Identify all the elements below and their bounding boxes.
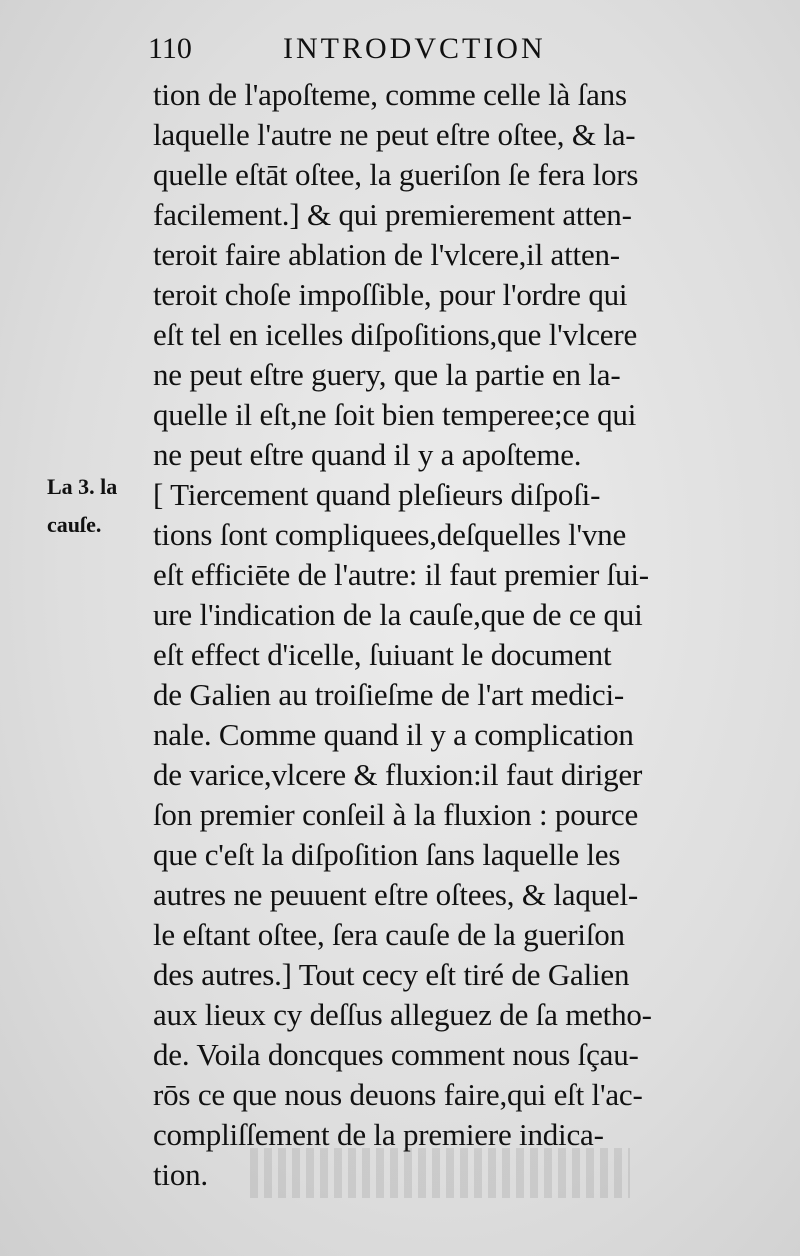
body-text [153, 75, 713, 1195]
page-number: 110 [148, 32, 192, 65]
text-line: facilement.] & qui premierement atten- [153, 197, 632, 232]
text-line: nale. Comme quand il y a complication [153, 717, 634, 752]
text-line: le eſtant oſtee, ſera cauſe de la gueriſon [153, 917, 625, 952]
running-title: INTRODVCTION [283, 32, 546, 65]
text-line: ſon premier conſeil à la fluxion : pource [153, 797, 639, 832]
running-head [0, 32, 800, 72]
text-line: de Galien au troiſieſme de l'art medici- [153, 677, 625, 712]
margin-note-line: cauſe. [47, 512, 102, 537]
margin-note-line: La 3. la [47, 474, 118, 499]
text-line: tion de l'apoſteme, comme celle là ſans [153, 77, 627, 112]
text-line: eſt efficiēte de l'autre: il faut premier ſui- [153, 557, 649, 592]
text-line: que c'eſt la diſpoſition ſans laquelle les [153, 837, 621, 872]
text-line: de. Voila doncques comment nous ſçau- [153, 1037, 639, 1072]
text-line: teroit choſe impoſſible, pour l'ordre qui [153, 277, 628, 312]
text-line: autres ne peuuent eſtre oſtees, & laquel- [153, 877, 639, 912]
text-line: teroit faire ablation de l'vlcere,il atten- [153, 237, 620, 272]
margin-note [47, 468, 157, 544]
text-line: rōs ce que nous deuons faire,qui eſt l'ac- [153, 1077, 643, 1112]
text-line: de varice,vlcere & fluxion:il faut diriger [153, 757, 643, 792]
text-line: ne peut eſtre guery, que la partie en la- [153, 357, 621, 392]
text-line: ne peut eſtre quand il y a apoſteme. [153, 437, 582, 472]
text-line: quelle eſtāt oſtee, la gueriſon ſe fera lors [153, 157, 639, 192]
text-line: eſt tel en icelles diſpoſitions,que l'vlcere [153, 317, 638, 352]
text-line: [ Tiercement quand pleſieurs diſpoſi- [153, 477, 601, 512]
text-line: ure l'indication de la cauſe,que de ce qui [153, 597, 643, 632]
text-line: tion. [153, 1157, 208, 1192]
text-line: aux lieux cy deſſus alleguez de ſa metho- [153, 997, 652, 1032]
text-line: tions ſont compliquees,deſquelles l'vne [153, 517, 627, 552]
text-line: eſt effect d'icelle, ſuiuant le document [153, 637, 612, 672]
text-line: laquelle l'autre ne peut eſtre oſtee, & la- [153, 117, 636, 152]
text-line: compliſſement de la premiere indica- [153, 1117, 604, 1152]
text-line: des autres.] Tout cecy eſt tiré de Galien [153, 957, 630, 992]
text-line: quelle il eſt,ne ſoit bien temperee;ce qui [153, 397, 637, 432]
